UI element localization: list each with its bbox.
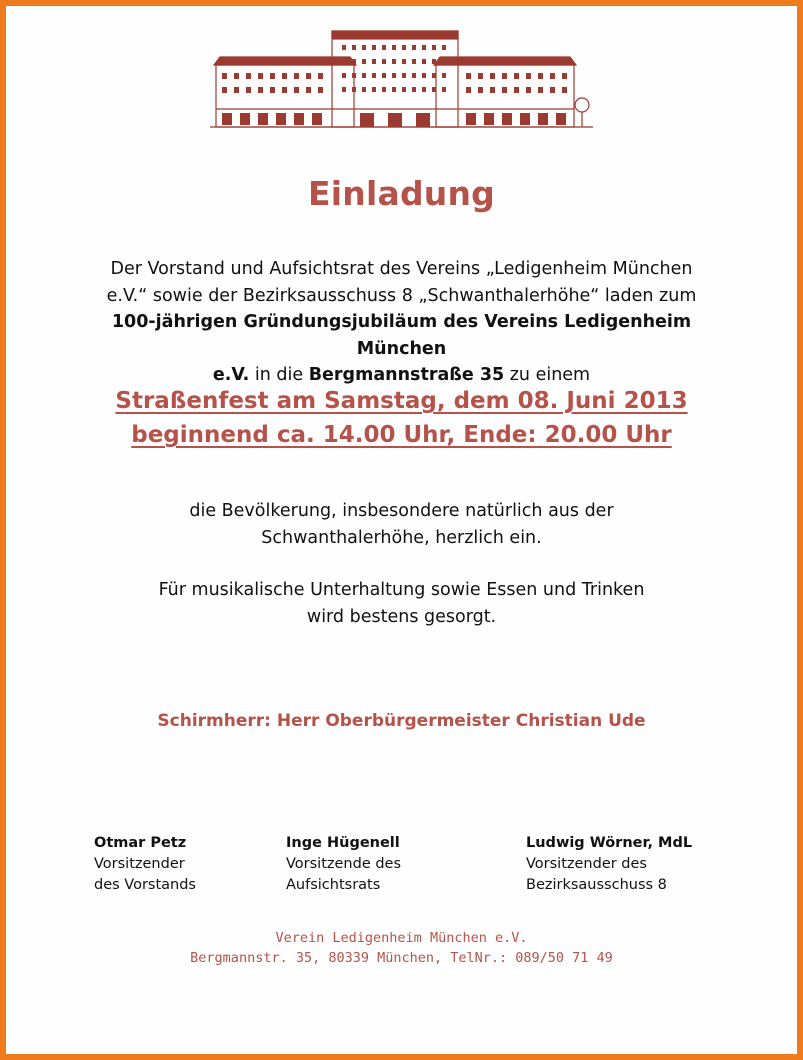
- intro-line-1: Der Vorstand und Aufsichtsrat des Vereins „Ledigenheim München: [110, 259, 693, 279]
- event-line-1: Straßenfest am Samstag, dem 08. Juni 2013: [115, 388, 688, 414]
- signature-block: [286, 833, 401, 896]
- page-title: Einladung: [308, 174, 495, 213]
- signature-role: Aufsichtsrats: [286, 877, 381, 893]
- paragraph-2-line-2: wird bestens gesorgt.: [306, 606, 497, 627]
- signature-role: Vorsitzende des: [286, 856, 402, 872]
- signature-name: Otmar Petz: [94, 835, 187, 851]
- signature-role: Bezirksausschuss 8: [526, 877, 667, 893]
- invitation-page: [6, 6, 797, 1054]
- intro-line-4-text-2: zu einem: [504, 365, 591, 385]
- intro-line-2: e.V.“ sowie der Bezirksausschuss 8 „Schwanthalerhöhe“ laden zum: [106, 285, 697, 306]
- intro-text: [66, 256, 737, 389]
- ev-text: e.V.: [212, 365, 250, 385]
- signature-role: Vorsitzender: [94, 856, 185, 872]
- paragraph-1-line-1: die Bevölkerung, insbesondere natürlich aus der: [189, 501, 614, 521]
- paragraph-invitation: [66, 498, 737, 551]
- building-logo-icon: [210, 25, 593, 131]
- event-line-2: beginnend ca. 14.00 Uhr, Ende: 20.00 Uhr: [131, 422, 672, 448]
- signature-block: [94, 833, 196, 896]
- paragraph-1-line-2: Schwanthalerhöhe, herzlich ein.: [261, 527, 542, 548]
- signature-name: Inge Hügenell: [286, 835, 400, 851]
- patron-text: Schirmherr: Herr Oberbürgermeister Christian Ude: [157, 711, 646, 731]
- footer-address: [6, 928, 797, 968]
- intro-line-4-text-1: in die: [249, 365, 309, 385]
- event-heading: [6, 384, 797, 452]
- address-text: Bergmannstraße 35: [308, 365, 505, 385]
- signature-name: Ludwig Wörner, MdL: [526, 835, 693, 851]
- signature-role: Vorsitzender des: [526, 856, 647, 872]
- paragraph-2-line-1: Für musikalische Unterhaltung sowie Essen und Trinken: [158, 580, 645, 600]
- signature-role: des Vorstands: [94, 877, 196, 893]
- footer-line-1: Verein Ledigenheim München e.V.: [275, 930, 528, 946]
- intro-line-3: [66, 309, 737, 362]
- paragraph-entertainment: [66, 577, 737, 630]
- footer-line-2: Bergmannstr. 35, 80339 München, TelNr.: 089/50 71 49: [190, 950, 613, 966]
- jubilee-text: 100-jährigen Gründungsjubiläum des Vereins Ledigenheim München: [111, 312, 692, 359]
- signature-block: [526, 833, 692, 896]
